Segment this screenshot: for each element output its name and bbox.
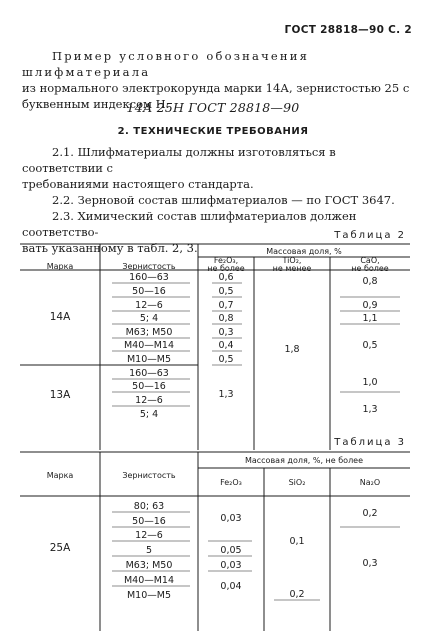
table-2-ca-value: 0,9 [362,300,378,311]
table-2-head-mark: Марка [46,262,74,271]
table-3-head-grit: Зернистость [122,471,176,480]
table-3-na-value: 0,3 [362,558,378,569]
table-2-ca-value: 1,3 [362,404,378,415]
table-2-fe-value: 0,8 [218,313,234,324]
table-3-si-value: 0,1 [289,536,305,547]
table-2-ti-value: 1,8 [284,344,300,355]
table-2-head-fe-note: не более [207,264,245,273]
table-3-mark: 25А [49,542,71,554]
table-2-grit: М10—М5 [126,354,172,365]
example-line-1: Пример условного обозначения шлифматериала [22,49,310,79]
table-2-head-group: Массовая доля, % [266,247,342,256]
table-3 [20,452,410,631]
req-2-3-line-2: вать указанному в табл. 2, 3. [22,241,198,255]
table-2-grit: М40—М14 [123,340,175,351]
page-header: ГОСТ 28818—90 С. 2 [284,24,412,36]
table-2-mark: 13А [49,389,71,401]
example-line-2: из нормального электрокорунда марки 14А, зернистостью 25 с [22,81,410,95]
table-2-caption: Таблица 2 [334,230,406,241]
table-2-mark: 14А [49,311,71,323]
table-2-head-ca: CaO, [360,256,380,265]
table-2-fe-value: 0,3 [218,327,234,338]
table-3-grit: 50—16 [132,516,166,527]
table-3-grit: 12—6 [135,530,163,541]
table-2-grit: 5; 4 [139,409,159,420]
table-2-fe-value: 0,5 [218,286,234,297]
table-3-grit: 80; 63 [133,501,165,512]
designation-code: 14А 25Н ГОСТ 28818—90 [126,100,300,115]
table-2-grit: 160—63 [129,272,169,283]
table-3-head-mark: Марка [46,471,74,480]
table-2-grit: 50—16 [132,286,166,297]
req-2-1-line-2: требованиями настоящего стандарта. [22,177,254,191]
table-2-head-ti: TiO₂, [282,256,302,265]
table-2-ca-value: 0,5 [362,340,378,351]
table-2-head-fe: Fe₂O₃, [213,256,239,265]
table-2-fe-value: 0,7 [218,300,234,311]
table-3-grit: М40—М14 [123,575,175,586]
table-2-grit: 160—63 [129,368,169,379]
table-2-grit: М63; М50 [125,327,173,338]
table-2-fe-value: 0,4 [218,340,234,351]
table-3-head-si: SiO₂ [288,478,306,487]
table-2-ca-value: 0,8 [362,276,378,287]
table-3-fe-value: 0,03 [220,513,242,524]
table-2-ca-value: 1,1 [362,313,378,324]
table-3-grit: М63; М50 [125,560,173,571]
table-3-si-value: 0,2 [289,589,305,600]
table-2-fe-value: 0,5 [218,354,234,365]
table-3-head-na: Na₂O [359,478,381,487]
table-3-fe-value: 0,03 [220,560,242,571]
section-title: 2. ТЕХНИЧЕСКИЕ ТРЕБОВАНИЯ [117,126,309,137]
table-3-head-fe: Fe₂O₃ [220,478,242,487]
req-2-2: 2.2. Зерновой состав шлифматериалов — по ГОСТ 3647. [52,193,395,207]
table-2-ca-value: 1,0 [362,377,378,388]
table-2-head-ca-note: не более [351,264,389,273]
table-2-grit: 12—6 [135,395,163,406]
table-3-grit: 5 [145,545,153,556]
table-2-grit: 50—16 [132,381,166,392]
table-3-fe-value: 0,04 [220,581,242,592]
req-2-3-line-1: 2.3. Химический состав шлифматериалов должен соответство- [22,209,357,239]
table-3-fe-value: 0,05 [220,545,242,556]
table-3-head-group: Массовая доля, %, не более [244,456,364,465]
table-2-grit: 12—6 [135,300,163,311]
table-2-grit: 5; 4 [139,313,159,324]
table-2-head-grit: Зернистость [122,262,176,271]
table-2-head-ti-note: не менее [272,264,312,273]
table-3-na-value: 0,2 [362,508,378,519]
table-2-fe-value: 1,3 [218,389,234,400]
table-2 [20,244,410,450]
req-2-1-line-1: 2.1. Шлифматериалы должны изготовляться в соответствии с [22,145,336,175]
example-line-3: буквенным индексом Н: [22,97,170,111]
table-3-caption: Таблица 3 [334,437,406,448]
table-3-grit: М10—М5 [126,590,172,601]
table-2-fe-value: 0,6 [218,272,234,283]
